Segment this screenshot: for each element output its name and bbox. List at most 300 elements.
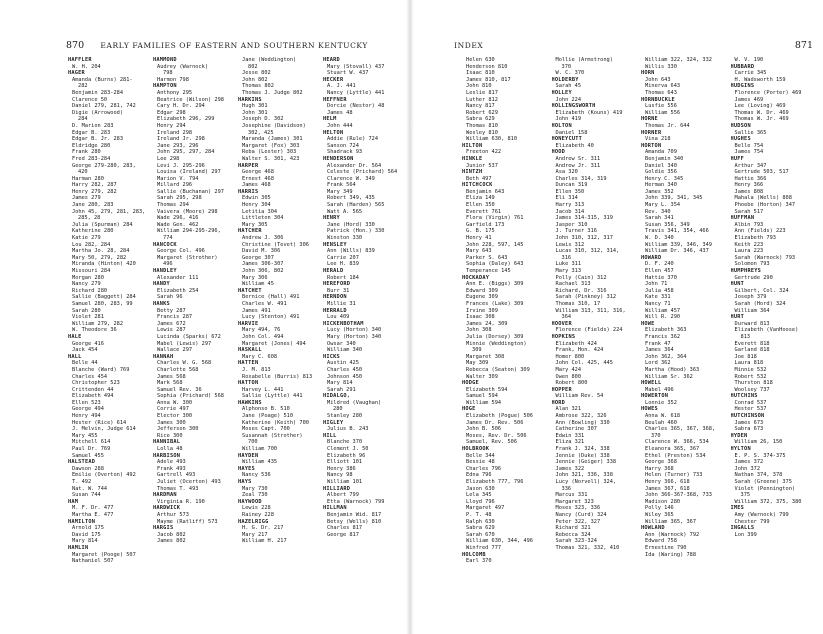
index-entry: 364	[561, 314, 572, 321]
index-entry: Lucas 310, 312, 314,	[555, 248, 620, 255]
index-entry: Levi J. 295-296	[157, 162, 205, 169]
index-entry: William H. 217	[242, 538, 287, 545]
surname-heading: HUTCHINS	[730, 393, 758, 400]
surname-heading: HELTON	[323, 129, 344, 136]
index-entry: James 314-315, 319	[555, 215, 613, 222]
index-entry: Celeste (Prichard) 564	[327, 169, 398, 176]
index-entry: Cary H. Dr. 294	[157, 103, 205, 110]
surname-heading: HANDLEY	[153, 268, 177, 274]
index-entry: Elizabeth 424	[555, 340, 597, 347]
index-entry: John 444	[327, 122, 353, 129]
index-entry: W. C. 370	[555, 70, 585, 77]
index-entry: Harry 368	[645, 465, 674, 472]
surname-heading: HANCOCK	[153, 241, 177, 248]
index-entry: William Dr. 346, 437	[645, 248, 709, 255]
index-entry: 284	[78, 116, 88, 123]
surname-heading: HOGE	[462, 406, 476, 413]
index-entry: Watt A. 565	[327, 208, 363, 215]
index-entry: Charles W. G. 568	[157, 360, 212, 367]
index-entry: Clarence 50	[72, 96, 108, 103]
index-entry: Henry C. 345	[645, 175, 684, 182]
index-entry: Sarah (Hord) 324	[734, 300, 786, 307]
right-index-columns	[462, 57, 820, 565]
index-entry: Rev. 340	[645, 208, 671, 215]
index-entry: Etta (Warnock) 799	[327, 498, 385, 505]
index-entry: Mary 50, 279, 282	[72, 254, 127, 261]
index-entry: Nathan 374, 378	[734, 472, 783, 479]
index-entry: Adele 493	[157, 459, 186, 466]
surname-heading: HAZELRIGG	[238, 518, 269, 525]
index-entry: Luther 812	[466, 96, 498, 103]
index-entry: Durward 813	[734, 320, 770, 327]
index-entry: William 435	[242, 459, 278, 466]
index-entry: Benjamin Wid. 817	[327, 511, 382, 518]
index-entry: Amanda 709	[645, 149, 677, 156]
index-entry: Missouri 284	[72, 268, 111, 274]
index-entry: Charles 450	[327, 366, 363, 373]
index-entry: Samuel, Rev. 506	[466, 439, 518, 446]
index-entry: Kate 331	[645, 294, 671, 301]
index-entry: A. J. 441	[327, 83, 356, 90]
index-entry: Thomas 321, 332, 410	[555, 544, 620, 551]
index-entry: Ann (Warnock) 792	[645, 531, 700, 538]
index-entry: Julius B. 243	[327, 426, 369, 433]
index-entry: Alan 321	[555, 406, 582, 413]
index-entry: Blanche 370	[327, 439, 363, 446]
index-entry: Jasper 310	[555, 221, 588, 228]
index-entry: Susan 356, 349	[645, 221, 690, 228]
surname-heading: HORNER	[641, 129, 662, 136]
index-entry: Mary 814	[72, 538, 98, 545]
index-entry: Belle 754	[734, 142, 764, 149]
index-entry: Robert 349, 435	[327, 195, 375, 202]
index-entry: Sarah 341	[645, 215, 674, 222]
index-entry: Jane (Weddington)	[242, 57, 297, 63]
index-entry: Jacob 802	[157, 531, 186, 538]
index-entry: Mildred (Vaughan)	[327, 399, 382, 406]
index-entry: James 754	[734, 149, 764, 156]
index-entry: John 224	[555, 96, 582, 103]
index-entry: Herman 340	[645, 182, 677, 189]
index-entry: John B. 506	[466, 426, 502, 433]
index-entry: Moses, Rev. Dr. 506	[466, 432, 527, 439]
index-entry: Roxabelle (Burris) 813	[242, 373, 313, 380]
index-entry: Richard 280	[72, 287, 108, 294]
surname-heading: HOLBROOK	[462, 446, 490, 453]
index-entry: Nancy (Lyttle) 441	[327, 89, 385, 96]
index-entry: John 366-367-368, 733	[645, 492, 712, 499]
index-entry: Florence (Fields) 224	[555, 327, 623, 334]
index-entry: Edgar B. 283	[72, 129, 111, 136]
surname-heading: HICKENBOTHAM	[323, 320, 364, 327]
index-entry: John 810	[466, 83, 492, 90]
index-entry: Eugene 309	[466, 294, 498, 301]
index-entry: Julia 458	[645, 287, 674, 294]
index-entry: Polly (Cain) 312	[555, 274, 607, 281]
index-entry: James 364	[645, 347, 674, 354]
surname-heading: HARPER	[238, 162, 259, 169]
index-entry: Ann E. (Biggs) 309	[466, 281, 524, 288]
index-entry: Gilbert, Col. 324	[734, 287, 789, 294]
index-entry: 370	[561, 63, 572, 70]
index-entry: Marion V. 794	[157, 175, 199, 182]
index-entry: Rice 300	[157, 432, 183, 439]
index-entry: Jane (Hord) 330	[327, 221, 375, 228]
index-entry: James 808	[734, 188, 764, 195]
index-entry: Nancy 536	[242, 472, 271, 479]
index-entry: Elizabeth 296, 299	[157, 116, 215, 123]
index-entry: Katherine 280	[72, 228, 114, 235]
index-entry: Jesse 802	[242, 70, 271, 77]
index-entry: Albin 793	[734, 221, 764, 228]
index-entry: William 45	[242, 281, 274, 288]
index-entry: John 71	[645, 281, 668, 288]
index-entry: James 491	[242, 307, 271, 314]
index-entry: Ellen 523	[72, 399, 101, 406]
index-entry: Zeal 730	[242, 492, 268, 499]
index-entry: Lou 409	[327, 314, 350, 321]
index-entry: James 306-307	[242, 261, 284, 268]
index-entry: Lucy (Stenton) 491	[242, 314, 300, 321]
index-entry: Madison 280	[645, 498, 681, 505]
index-entry: John 321, 336, 338	[555, 472, 613, 479]
index-entry: Ethel (Preston) 534	[645, 452, 706, 459]
index-entry: Daniel 158	[555, 129, 588, 136]
index-entry: Daniel 279, 281, 742	[72, 103, 136, 110]
index-entry: Ann (Wills) 839	[327, 248, 375, 255]
surname-heading: HOLLINGSWORTH	[551, 103, 596, 110]
index-entry: E. P. S. 374-375	[734, 452, 786, 459]
index-entry: Nathaniel 507	[72, 558, 114, 565]
index-entry: Rachael 313	[555, 281, 591, 288]
index-entry: Beatrice (Wilson) 298	[157, 96, 224, 103]
index-entry: J. M. 813	[242, 366, 271, 373]
surname-heading: HORN	[641, 70, 655, 77]
index-entry: David 175	[72, 531, 101, 538]
index-entry: Littleton 304	[242, 215, 284, 222]
index-entry: William 340	[327, 347, 363, 354]
index-entry: Edna 796	[466, 472, 492, 479]
index-entry: 798	[163, 70, 173, 77]
index-entry: Martha E. 477	[72, 511, 114, 518]
index-entry: Jason 630	[466, 485, 495, 492]
index-entry: Carrie 207	[327, 254, 359, 261]
surname-heading: HATTON	[238, 380, 259, 387]
index-entry: Mitchell 614	[72, 439, 111, 446]
index-entry: Anna W. 300	[157, 399, 193, 406]
index-entry: Goldie 356	[645, 169, 677, 176]
index-entry: Crittenden 44	[72, 386, 114, 393]
index-entry: Amy (Warnock) 799	[734, 511, 789, 518]
index-entry: Henry 366	[734, 182, 764, 189]
surname-heading: HOWELL	[641, 380, 662, 387]
surname-heading: HILLMAN	[323, 505, 347, 512]
surname-heading: HENSLEY	[323, 241, 347, 248]
surname-heading: HOOVER	[551, 320, 572, 327]
surname-heading: HOCKADAY	[462, 274, 490, 281]
index-entry: Vina 218	[645, 136, 671, 143]
index-entry: Millie 31	[327, 300, 356, 307]
index-entry: W. Theodore 36	[72, 327, 117, 334]
index-entry: Sanson 724	[327, 142, 359, 149]
index-entry: Keith 223	[734, 241, 764, 248]
surname-heading: HONEYCUTT	[551, 136, 583, 143]
index-entry: Lewis 287	[157, 327, 186, 334]
surname-heading: HITCHCOCK	[462, 182, 493, 189]
index-entry: Martha (Hood) 363	[645, 366, 700, 373]
left-page-header	[66, 40, 368, 52]
index-entry: Alexander 111	[157, 274, 199, 281]
index-entry: Wesley 810	[466, 129, 498, 136]
index-entry: Nancy 279	[72, 281, 101, 288]
index-entry: Henry 386	[327, 465, 356, 472]
index-column	[323, 57, 408, 565]
index-entry: Patrick (Hon.) 330	[327, 228, 385, 235]
surname-heading: HAYES	[238, 465, 255, 472]
index-entry: Beth 497	[466, 175, 492, 182]
index-entry: Anna W. 618	[645, 413, 681, 420]
index-entry: Thomas 643	[645, 89, 677, 96]
index-entry: Charles 314, 319	[555, 175, 607, 182]
index-entry: Arthur 347	[734, 162, 767, 169]
index-entry: W. H. 204	[72, 63, 101, 70]
index-entry: Robert 532	[734, 373, 767, 380]
surname-heading: HINTZH	[462, 169, 483, 176]
index-entry: Frank, Hon. 424	[555, 347, 604, 354]
index-entry: Asa 320	[555, 169, 578, 176]
index-entry: Lusfie 556	[645, 103, 677, 110]
index-entry: Harry 282, 287	[72, 182, 117, 189]
index-entry: Elizabeth 494	[72, 393, 114, 400]
index-entry: Winston 330	[327, 235, 363, 242]
index-entry: Clement J. 50	[327, 446, 369, 453]
index-entry: William 313, 311, 316,	[555, 307, 626, 314]
surname-heading: HURT	[730, 314, 745, 321]
index-entry: David M. 306	[242, 248, 281, 255]
index-entry: Minnie (Weddington)	[466, 340, 527, 347]
index-entry: Solomon 793	[734, 261, 770, 268]
surname-heading: HILTON	[462, 142, 483, 149]
index-entry: Edgar B. Jr. 283	[72, 136, 124, 143]
index-entry: Mary L. 354	[645, 202, 681, 209]
index-entry: Rebecca (Seaton) 309	[466, 366, 530, 373]
index-column	[641, 57, 731, 565]
index-entry: Ellen 350	[555, 188, 585, 195]
index-entry: Wiley 365	[645, 511, 674, 518]
surname-heading: HEARD	[323, 57, 340, 63]
index-entry: Lee (Loving) 469	[734, 103, 786, 110]
index-entry: Charles 454	[72, 373, 108, 380]
index-entry: Edward 758	[645, 538, 677, 545]
index-entry: William 364	[734, 307, 770, 314]
index-entry: Eliza 149	[466, 195, 495, 202]
index-entry: Eleanora 365, 367	[645, 446, 700, 453]
surname-heading: HILLIARD	[323, 485, 351, 492]
index-entry: Hugh 301	[242, 103, 268, 110]
index-entry: Morgan 280	[72, 274, 104, 281]
index-entry: Phoebe (Horton) 347	[734, 202, 796, 209]
index-entry: Samuel 455	[72, 452, 104, 459]
index-entry: John 802	[242, 76, 268, 83]
surname-heading: HALL	[68, 353, 82, 360]
surname-heading: HILL	[323, 432, 337, 439]
index-entry: H. Wadsworth 159	[734, 76, 786, 83]
surname-heading: HOOD	[551, 149, 566, 156]
surname-heading: HOWERTON	[641, 393, 669, 400]
index-entry: Fred 283-284	[72, 155, 111, 162]
surname-heading: HANDY	[153, 281, 170, 288]
surname-heading: HAMPTON	[153, 83, 177, 90]
index-entry: Ann (Bowling) 330	[555, 419, 610, 426]
index-entry: Hattie 370	[645, 274, 677, 281]
index-entry: Flora (Virgin) 761	[466, 215, 524, 222]
index-entry: Benjamin 643	[466, 188, 505, 195]
index-entry: Mary 424	[555, 366, 582, 373]
surname-heading: HARDWICK	[153, 505, 181, 512]
index-entry: Henderson 810	[466, 63, 508, 70]
index-entry: Benjamin 283-284	[72, 89, 124, 96]
surname-heading: HIDALGO,	[323, 393, 351, 400]
index-entry: Ambrose 322, 326	[555, 413, 607, 420]
index-entry: Sophia (Daley) 643	[466, 261, 524, 268]
surname-heading: HAYWOOD	[238, 498, 262, 505]
index-column	[552, 57, 642, 565]
surname-heading: HATCHET	[238, 287, 262, 294]
index-entry: Sarah 670	[466, 531, 495, 538]
index-entry: Benjamin 340	[645, 155, 684, 162]
index-entry: Lela 345	[466, 492, 492, 499]
index-entry: Nancy 71	[645, 300, 671, 307]
index-entry: Elizabeth (Kouns) 419	[555, 109, 623, 116]
index-entry: Ellen 350	[466, 202, 495, 209]
index-entry: Thomas 810	[466, 122, 498, 129]
index-entry: Burr 31	[327, 287, 350, 294]
index-entry: Ernest 468	[242, 175, 274, 182]
index-entry: William 101	[327, 479, 363, 485]
index-entry: Corrie 497	[157, 406, 189, 413]
index-entry: Mary (Stovall) 437	[327, 63, 385, 70]
index-entry: John 308	[466, 327, 492, 334]
index-entry: Jennie (Duke) 338	[555, 452, 610, 459]
index-entry: Nat. W. 744	[72, 485, 108, 492]
index-entry: Florence (Porter) 469	[734, 89, 802, 96]
index-entry: James 673	[734, 419, 764, 426]
index-entry: George 279-280, 283,	[72, 162, 136, 169]
index-entry: Samuel 280, 283, 99	[72, 300, 133, 307]
index-entry: Sarah 280	[72, 307, 101, 314]
index-entry: Stuart W. 437	[327, 70, 369, 77]
index-entry: Henry 366, 618	[645, 479, 690, 485]
index-entry: Thomas W. Dr. 469	[734, 109, 789, 116]
index-entry: Eldridge 280	[72, 142, 111, 149]
index-entry: Elizabeth 777, 796	[466, 479, 524, 485]
index-entry: Harman 280	[72, 175, 104, 182]
index-entry: Robert 184	[327, 274, 359, 281]
index-entry: William 630, 344, 496	[466, 538, 533, 545]
index-entry: James 468	[242, 182, 271, 189]
index-entry: Will R. 290	[645, 314, 681, 321]
index-entry: James 469	[734, 96, 764, 103]
index-entry: John 306, 802	[242, 268, 284, 274]
index-entry: 496	[163, 261, 173, 268]
index-entry: George 416	[72, 340, 104, 347]
index-entry: Daniel 340	[645, 162, 677, 169]
index-entry: Sarah (Harden) 565	[327, 202, 385, 209]
index-entry: John 301	[242, 109, 268, 116]
index-entry: Joe 818	[734, 353, 757, 360]
surname-heading: HUMPHREYS	[730, 268, 762, 274]
surname-heading: HANKS	[153, 300, 170, 307]
right-running-head: INDEX	[454, 41, 484, 50]
index-entry: Julia (Dorsey) 309	[466, 333, 524, 340]
index-entry: Dorcie (Nestor) 48	[327, 103, 385, 110]
index-entry: Wallace 297	[157, 347, 193, 354]
surname-heading: IMES	[730, 505, 745, 512]
index-entry: 802	[248, 63, 258, 70]
surname-heading: HAYS	[238, 479, 252, 485]
surname-heading: HERALD	[323, 268, 344, 274]
index-entry: Mary 217	[242, 531, 268, 538]
index-entry: Mary 455	[72, 432, 98, 439]
surname-heading: HANNIBAL	[153, 439, 181, 446]
index-entry: Thomas 310, 17	[555, 300, 601, 307]
index-entry: Sallie (Lyttle) 441	[242, 393, 303, 400]
index-entry: Lewis 312	[555, 241, 585, 248]
index-entry: D. F. 240	[645, 261, 674, 268]
index-entry: Laura 818	[734, 360, 764, 367]
index-entry: Alphonso B. 510	[242, 406, 290, 413]
surname-heading: HOWARD	[641, 254, 662, 261]
index-entry: Lewis 228	[242, 505, 271, 512]
index-entry: Thomas 294	[157, 202, 189, 209]
index-entry: Walter 309	[466, 373, 498, 380]
surname-heading: HUDGINS	[730, 83, 755, 90]
index-entry: Mary 643	[466, 248, 492, 255]
index-entry: Mary C. 608	[242, 353, 278, 360]
index-entry: John 643	[645, 76, 671, 83]
index-entry: Millard 296	[157, 182, 193, 189]
index-entry: James 24, 309	[466, 320, 508, 327]
surname-heading: HERRALD	[323, 307, 347, 314]
index-entry: William 339, 346, 349	[645, 241, 712, 248]
index-entry: Lee 298	[157, 155, 180, 162]
index-entry: Jefferson 300	[157, 426, 199, 433]
index-entry: Frank 47	[645, 340, 671, 347]
index-entry: Frank 280	[72, 149, 101, 156]
surname-heading: HANNAH	[153, 353, 174, 360]
index-entry: Thomas T. 493	[157, 485, 199, 492]
index-entry: Mayme (Ratliff) 573	[157, 518, 218, 525]
index-entry: Elizabeth 96	[327, 452, 366, 459]
index-entry: Bessie 48	[466, 459, 495, 466]
index-entry: Rainey 228	[242, 511, 274, 518]
index-entry: Isaac 308	[466, 314, 495, 321]
index-entry: Hester (Rice) 614	[72, 419, 127, 426]
index-entry: James 672	[157, 320, 186, 327]
index-entry: Violet 281	[72, 314, 104, 321]
surname-heading: HATTEN	[238, 360, 259, 367]
index-entry: Shadrack 93	[327, 149, 363, 156]
index-entry: Johnson 450	[327, 373, 363, 380]
index-entry: Lucinda (Sparks) 672	[157, 333, 221, 340]
index-entry: Lucy (Horton) 340	[327, 327, 382, 334]
index-entry: Conrad 537	[734, 399, 767, 406]
index-entry: 420	[78, 169, 88, 176]
surname-heading: HYLTON	[730, 446, 751, 453]
index-entry: Ireland Jr. 298	[157, 136, 205, 143]
index-entry: Sophia (Prichard) 568	[157, 393, 224, 400]
index-entry: 336	[561, 485, 572, 492]
